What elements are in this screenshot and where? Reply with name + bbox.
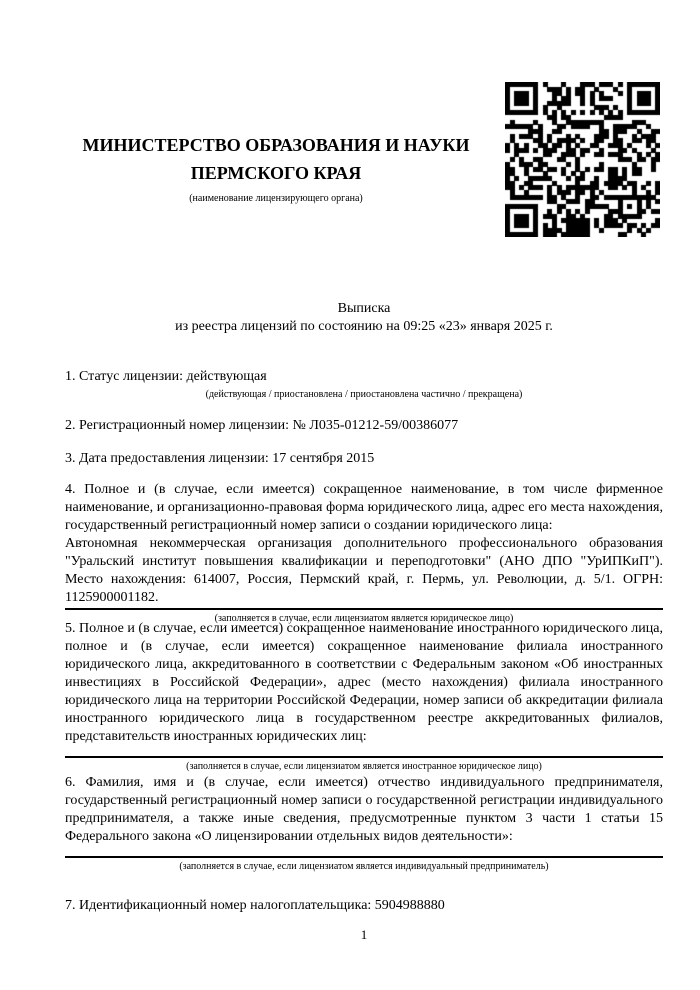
entrepreneur-section — [65, 774, 663, 873]
entrepreneur-fill-line — [65, 856, 663, 873]
entrepreneur-question: 6. Фамилия, имя и (в случае, если имеется) отчество индивидуального предпринимателя, государственный регистрационный номер записи о государственной регистрации индивидуального предпринимателя, а также иные сведения, предусмотренные пунктом 3 части 1 статьи 15 Федерального закона «О лицензировании отдельных видов деятельности»: — [65, 775, 663, 844]
ministry-title-line2: ПЕРМСКОГО КРАЯ — [190, 163, 362, 183]
extract-title: Выписка — [337, 301, 391, 316]
foreign-entity-question: 5. Полное и (в случае, если имеется) сокращенное наименование иностранного юридического лица, полное и (в случае, если имеется) сокращенное наименование филиала иностранного юридического лица, аккредитованного в соответствии с Федеральным законом «Об иностранных инвестициях в Российской Федерации», адрес (место нахождения) филиала иностранного юридического лица на территории Российской Федерации, номер записи об аккредитации филиала иностранного юридического лица в государственном реестре аккредитованных филиалов, представительств иностранных юридических лиц: — [65, 621, 663, 744]
extract-subtitle-date: из реестра лицензий по состоянию на 09:25 «23» января 2025 г. — [175, 319, 553, 334]
legal-entity-section — [65, 481, 663, 625]
legal-entity-caption: (заполняется в случае, если лицензиатом является юридическое лицо) — [214, 613, 514, 624]
foreign-entity-caption: (заполняется в случае, если лицензиатом является иностранное юридическое лицо) — [186, 761, 542, 772]
legal-entity-answer: Автономная некоммерческая организация дополнительного профессионального образования "Уральский институт повышения квалификации и переподготовки" (АНО ДПО "УрИПКиП"). Место нахождения: 614007, Россия, Пермский край, г. Пермь, ул. Революции, д. 5/1. ОГРН: 1125900001182. — [65, 536, 663, 605]
entrepreneur-caption: (заполняется в случае, если лицензиатом является индивидуальный предприниматель) — [179, 861, 549, 872]
license-status-section — [65, 368, 663, 401]
foreign-entity-answer — [65, 746, 663, 755]
licensing-authority-caption: (наименование лицензирующего органа) — [189, 193, 363, 204]
registration-number-line: 2. Регистрационный номер лицензии: № Л035-01212-59/00386077 — [65, 418, 459, 433]
extract-title-block — [65, 300, 663, 336]
page-number: 1 — [360, 927, 368, 942]
foreign-entity-section — [65, 620, 663, 773]
license-status-line: 1. Статус лицензии: действующая — [65, 369, 267, 384]
licensing-authority-header — [65, 131, 487, 204]
qr-code-icon — [505, 82, 660, 237]
legal-entity-question: 4. Полное и (в случае, если имеется) сокращенное наименование, в том числе фирменное наименование, и организационно-правовая форма юридического лица, адрес его места нахождения, государственный регистрационный номер записи о создании юридического лица: — [65, 482, 663, 533]
ministry-title-line1: МИНИСТЕРСТВО ОБРАЗОВАНИЯ И НАУКИ — [82, 135, 470, 155]
foreign-entity-fill-line — [65, 756, 663, 773]
grant-date-line: 3. Дата предоставления лицензии: 17 сентября 2015 — [65, 451, 375, 466]
entrepreneur-answer — [65, 846, 663, 855]
taxpayer-number-line: 7. Идентификационный номер налогоплательщика: 5904988880 — [65, 898, 445, 913]
status-options-caption: (действующая / приостановлена / приостановлена частично / прекращена) — [205, 389, 523, 400]
